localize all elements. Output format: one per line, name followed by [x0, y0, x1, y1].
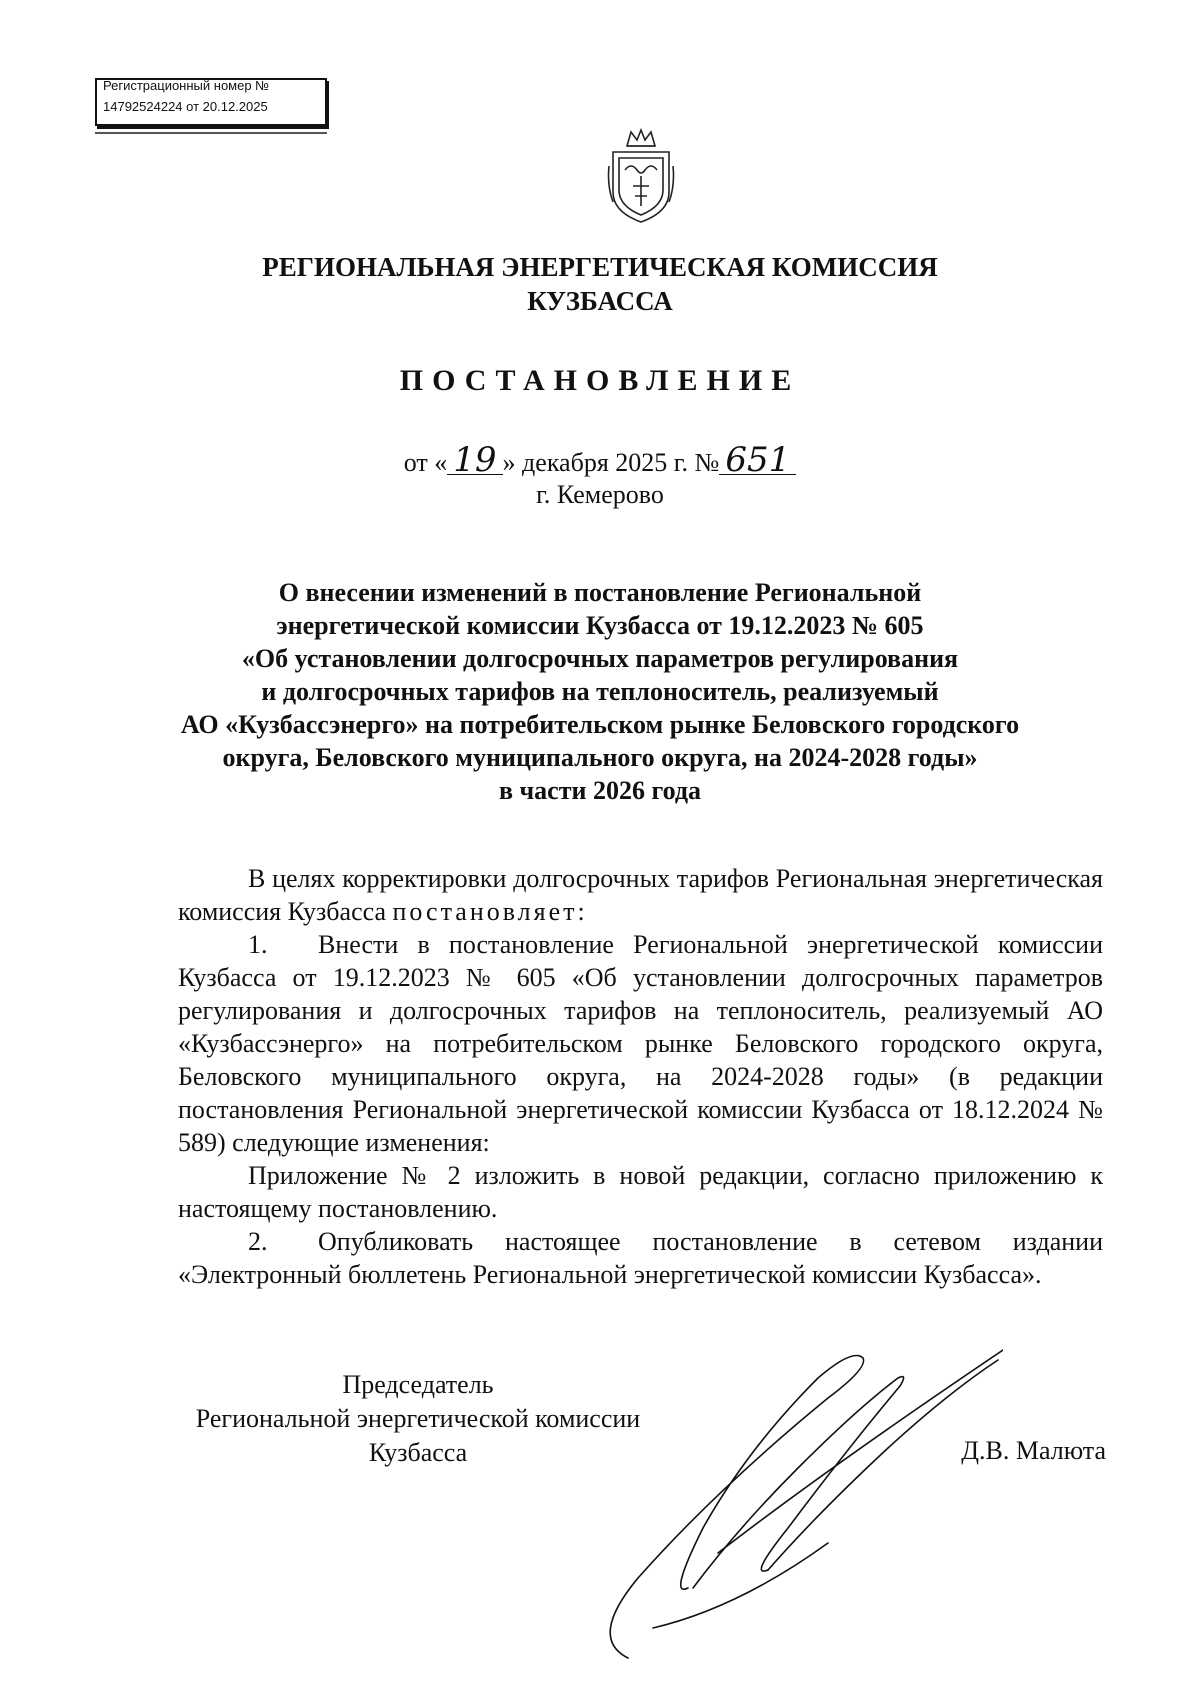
city: г. Кемерово — [536, 480, 664, 509]
org-line-2: КУЗБАССА — [527, 286, 673, 316]
subject-line: и долгосрочных тарифов на теплоноситель, реализуемый — [261, 677, 939, 706]
item-1-number: 1. — [248, 930, 268, 959]
date-day: 19 — [447, 446, 502, 475]
date-middle: » декабря 2025 г. № — [502, 448, 720, 477]
signer-title-line-1: Председатель — [342, 1370, 494, 1399]
signer-name: Д.В. Малюта — [961, 1436, 1106, 1465]
item-2-number: 2. — [248, 1227, 268, 1256]
stamp-line-2: 14792524224 от 20.12.2025 — [103, 99, 268, 114]
item-2-paragraph — [178, 1225, 1103, 1291]
item-1-sub-paragraph: Приложение № 2 изложить в новой редакции, согласно приложению к настоящему постановлению. — [178, 1161, 1103, 1223]
document-number: 651 — [719, 446, 796, 475]
stamp-underline — [95, 132, 327, 134]
subject-line: в части 2026 года — [498, 776, 702, 805]
subject-line: АО «Кузбассэнерго» на потребительском рынке Беловского городского — [180, 710, 1020, 739]
coat-of-arms-icon — [605, 126, 677, 226]
date-prefix: от « — [403, 448, 448, 477]
organization-name — [200, 250, 1000, 318]
org-line-1: РЕГИОНАЛЬНАЯ ЭНЕРГЕТИЧЕСКАЯ КОМИССИЯ — [262, 252, 938, 282]
stamp-line-1: Регистрационный номер № — [103, 78, 270, 93]
intro-resolve-word: постановляет: — [392, 897, 588, 926]
registration-stamp — [95, 78, 327, 126]
intro-paragraph — [178, 862, 1103, 928]
item-2-text: Опубликовать настоящее постановление в сетевом издании «Электронный бюллетень Региональной энергетической комиссии Кузбасса». — [178, 1227, 1103, 1289]
subject-line: О внесении изменений в постановление Региональной — [278, 578, 922, 607]
document-body — [178, 862, 1103, 1291]
document-type: ПОСТАНОВЛЕНИЕ — [399, 364, 801, 397]
date-line — [300, 440, 900, 480]
item-1-paragraph — [178, 928, 1103, 1159]
handwritten-signature-icon — [598, 1338, 1003, 1668]
intro-text: В целях корректировки долгосрочных тарифов Региональная энергетическая комиссия Кузбасса — [178, 864, 1103, 926]
signer-title-line-3: Кузбасса — [368, 1438, 468, 1467]
signer-title-line-2: Региональной энергетической комиссии — [195, 1404, 641, 1433]
document-subject — [130, 576, 1070, 807]
subject-line: энергетической комиссии Кузбасса от 19.12.2023 № 605 — [276, 611, 924, 640]
item-1-text: Внести в постановление Региональной энергетической комиссии Кузбасса от 19.12.2023 № 605 «Об установлении долгосрочных параметров регулирования и долгосрочных тарифов на теплоноситель, реализуемый АО «Кузбассэнерго» на потребительском рынке Беловского городского округа, Беловского муниципального округа, на 2024-2028 годы» (в редакции постановления Региональной энергетической комиссии Кузбасса от 18.12.2024 № 589) следующие изменения: — [178, 930, 1103, 1157]
subject-line: «Об установлении долгосрочных параметров регулирования — [241, 644, 959, 673]
subject-line: округа, Беловского муниципального округа, на 2024-2028 годы» — [222, 743, 978, 772]
signer-title — [168, 1368, 668, 1470]
